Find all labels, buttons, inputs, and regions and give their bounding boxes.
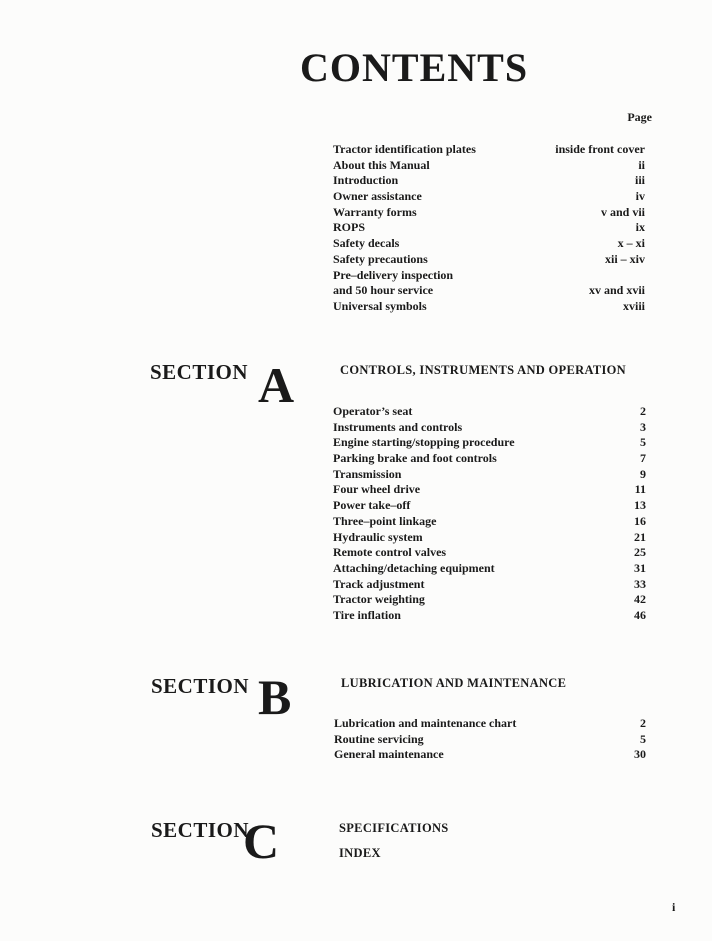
toc-label: Routine servicing bbox=[334, 731, 424, 746]
toc-page: 46 bbox=[634, 607, 646, 622]
toc-row[interactable] bbox=[333, 236, 645, 252]
toc-label: Attaching/detaching equipment bbox=[333, 560, 495, 575]
front-matter-list bbox=[333, 142, 645, 315]
toc-label: Remote control valves bbox=[333, 545, 447, 560]
section-b-heading[interactable]: LUBRICATION AND MAINTENANCE bbox=[341, 676, 567, 690]
toc-label: Tractor weighting bbox=[333, 592, 425, 607]
section-b-letter: B bbox=[258, 669, 292, 725]
toc-page: 16 bbox=[634, 513, 646, 528]
toc-row[interactable] bbox=[333, 205, 645, 221]
toc-label: Hydraulic system bbox=[333, 529, 423, 544]
toc-row[interactable] bbox=[334, 747, 646, 763]
toc-row[interactable] bbox=[333, 435, 646, 451]
section-a-heading[interactable]: CONTROLS, INSTRUMENTS AND OPERATION bbox=[340, 363, 627, 377]
toc-label: ROPS bbox=[333, 220, 366, 235]
toc-row[interactable] bbox=[333, 252, 645, 268]
toc-row[interactable] bbox=[333, 545, 646, 561]
toc-row[interactable] bbox=[333, 189, 645, 205]
toc-page: iii bbox=[634, 173, 645, 188]
toc-row[interactable] bbox=[333, 530, 646, 546]
toc-page: x – xi bbox=[617, 236, 645, 251]
toc-label: Three–point linkage bbox=[333, 513, 437, 528]
toc-page: 2 bbox=[640, 404, 646, 418]
toc-page: v and vii bbox=[600, 204, 645, 219]
toc-row[interactable] bbox=[333, 173, 645, 189]
toc-page: 11 bbox=[634, 482, 646, 497]
toc-page: 13 bbox=[634, 498, 646, 513]
toc-label: Tire inflation bbox=[333, 607, 401, 622]
toc-row[interactable] bbox=[333, 592, 646, 608]
toc-label: Safety decals bbox=[333, 236, 400, 251]
toc-label: About this Manual bbox=[333, 157, 430, 172]
section-a-list bbox=[333, 404, 646, 624]
section-b-list bbox=[334, 716, 646, 763]
toc-page: xviii bbox=[622, 298, 645, 313]
toc-page: 5 bbox=[640, 435, 646, 450]
toc-label: Tractor identification plates bbox=[333, 142, 476, 156]
toc-label: Four wheel drive bbox=[333, 482, 421, 497]
toc-row[interactable] bbox=[333, 404, 646, 420]
toc-label: General maintenance bbox=[334, 747, 444, 762]
toc-page: 25 bbox=[634, 545, 646, 560]
toc-label: Pre–delivery inspection bbox=[333, 267, 454, 282]
toc-row[interactable] bbox=[333, 467, 646, 483]
toc-page: 7 bbox=[640, 451, 646, 466]
toc-row[interactable] bbox=[333, 577, 646, 593]
toc-page: 3 bbox=[640, 419, 646, 434]
toc-label: Operator’s seat bbox=[333, 404, 413, 418]
toc-page: 9 bbox=[640, 466, 646, 481]
section-a-letter: A bbox=[258, 357, 295, 413]
toc-page: xii – xiv bbox=[604, 251, 645, 266]
toc-label: Introduction bbox=[333, 173, 399, 188]
toc-label: Warranty forms bbox=[333, 204, 417, 219]
toc-row[interactable] bbox=[333, 158, 645, 174]
toc-label: Power take–off bbox=[333, 498, 411, 513]
toc-label: Track adjustment bbox=[333, 576, 425, 591]
toc-page: ix bbox=[635, 220, 645, 235]
toc-page: 2 bbox=[640, 716, 646, 730]
toc-page: 31 bbox=[634, 560, 646, 575]
toc-label: Transmission bbox=[333, 466, 402, 481]
toc-page: xv and xvii bbox=[588, 283, 645, 298]
toc-row[interactable] bbox=[333, 514, 646, 530]
toc-label: Engine starting/stopping procedure bbox=[333, 435, 515, 450]
section-c-letter: C bbox=[243, 813, 280, 869]
toc-page: ii bbox=[638, 157, 645, 172]
toc-page: inside front cover bbox=[555, 142, 645, 156]
section-a-word: SECTION bbox=[150, 360, 249, 384]
toc-row[interactable] bbox=[333, 299, 645, 315]
toc-row[interactable] bbox=[333, 561, 646, 577]
toc-page: 30 bbox=[634, 747, 646, 762]
section-b-word: SECTION bbox=[151, 674, 250, 698]
toc-label: Lubrication and maintenance chart bbox=[334, 716, 517, 730]
index-heading[interactable]: INDEX bbox=[339, 846, 381, 860]
toc-row[interactable] bbox=[333, 220, 645, 236]
toc-page: 42 bbox=[634, 592, 646, 607]
toc-label: Universal symbols bbox=[333, 298, 427, 313]
page-column-label: Page bbox=[627, 110, 652, 124]
toc-page: 5 bbox=[640, 731, 646, 746]
toc-page: iv bbox=[635, 189, 645, 204]
toc-row[interactable] bbox=[333, 420, 646, 436]
toc-row[interactable] bbox=[333, 142, 645, 158]
toc-row[interactable] bbox=[334, 732, 646, 748]
toc-row[interactable] bbox=[333, 268, 645, 284]
toc-row[interactable] bbox=[334, 716, 646, 732]
toc-label: Safety precautions bbox=[333, 251, 428, 266]
toc-row[interactable] bbox=[333, 451, 646, 467]
section-c-heading[interactable]: SPECIFICATIONS bbox=[339, 821, 449, 835]
toc-label: Owner assistance bbox=[333, 189, 422, 204]
section-c-word: SECTION bbox=[151, 818, 250, 842]
page-number: i bbox=[672, 900, 676, 914]
toc-row[interactable] bbox=[333, 608, 646, 624]
toc-label: Instruments and controls bbox=[333, 419, 463, 434]
toc-page: 21 bbox=[634, 529, 646, 544]
toc-page: 33 bbox=[634, 576, 646, 591]
toc-label: and 50 hour service bbox=[333, 283, 434, 298]
toc-row[interactable] bbox=[333, 283, 645, 299]
toc-row[interactable] bbox=[333, 498, 646, 514]
page-title: CONTENTS bbox=[300, 45, 529, 90]
toc-label: Parking brake and foot controls bbox=[333, 451, 497, 466]
toc-row[interactable] bbox=[333, 482, 646, 498]
